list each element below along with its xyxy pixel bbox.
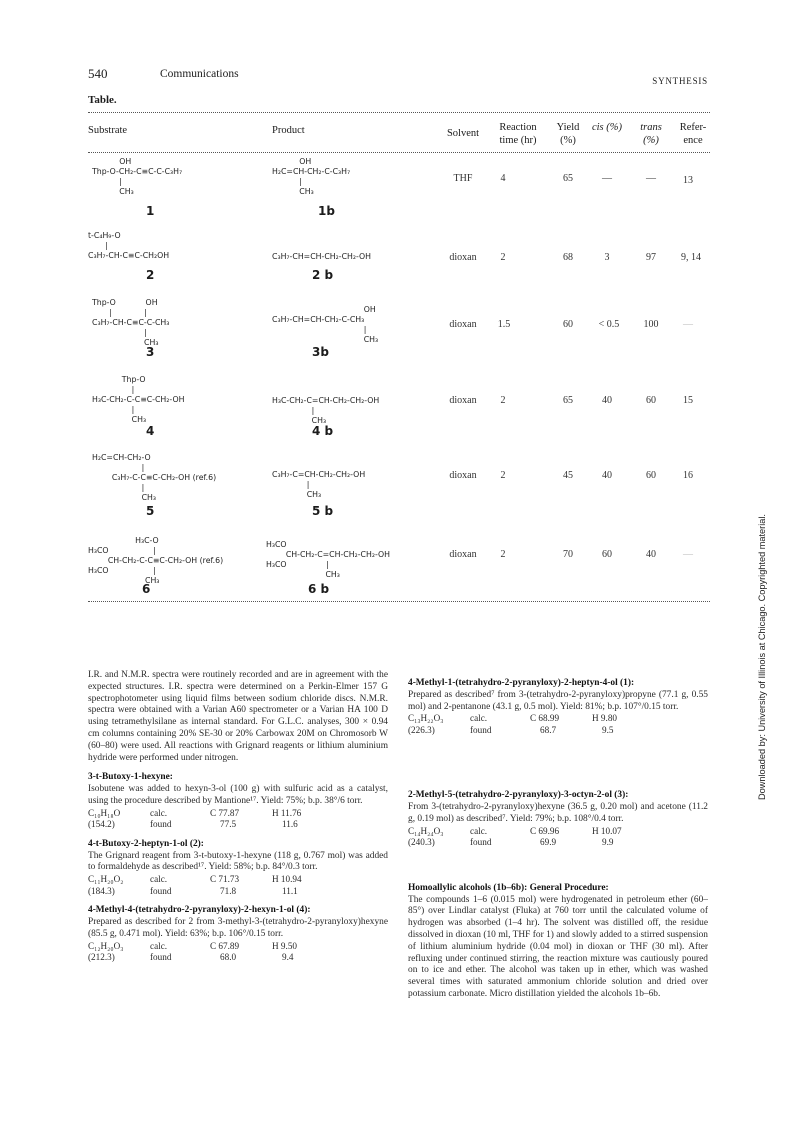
- structure-product-5b: C₃H₇-C=CH-CH₂-CH₂-OH | CH₃: [272, 470, 366, 499]
- heading-4-methyl-hexyn-1-ol: 4-Methyl-4-(tetrahydro-2-pyranyloxy)-2-hexyn-1-ol (4):: [88, 905, 311, 916]
- intro-paragraph: I.R. and N.M.R. spectra were routinely recorded and are in agreement with the expected structures. I.R. spectra were determined on a Perkin-Elmer 157 G spectrophotometer using liquid films between sodium chloride discs. N.M.R. spectra were obtained with a Varian A60 spectrometer or a Varian HA 100 D using tetramethylsilane as internal standard. For G.L.C. analyses, 300 × 0.94 cm columns containing 20% SE-30 or 20% Carbowax 20M on Chromosorb W (60–80) were used. All reactions with Grignard reagents or lithium aluminium hydride were performed under nitrogen.: [88, 670, 388, 763]
- col-header-reaction-time: Reaction time (hr): [499, 122, 537, 146]
- product-label: 6 b: [308, 582, 330, 596]
- product-label: 3b: [312, 345, 329, 359]
- cell-trans: 40: [646, 549, 656, 560]
- cell-solvent: THF: [453, 173, 473, 184]
- cell-trans: 60: [646, 395, 656, 406]
- cell-trans: 60: [646, 470, 656, 481]
- cell-time: 4: [500, 173, 506, 184]
- structure-substrate-5: H₂C=CH-CH₂-O | C₃H₇-C-C≡C-CH₂-OH (ref.6) | CH₃: [92, 453, 217, 502]
- table-title: Table.: [88, 94, 117, 106]
- product-label: 4 b: [312, 424, 334, 438]
- cell-cis: 40: [602, 470, 612, 481]
- cell-trans: —: [646, 173, 656, 184]
- heading-4-methyl-heptyn-4-ol: 4-Methyl-1-(tetrahydro-2-pyranyloxy)-2-heptyn-4-ol (1):: [408, 678, 635, 688]
- substrate-label: 4: [146, 424, 155, 438]
- structure-substrate-4: Thp-O | H₃C-CH₂-C-C≡C-CH₂-OH | CH₃: [92, 375, 185, 424]
- col-header-cis: cis (%): [591, 122, 623, 133]
- right-column: [408, 670, 708, 1001]
- table-header-rule: [88, 152, 710, 153]
- paragraph: Prepared as described for 2 from 3-methyl-3-(tetrahydro-2-pyranyloxy)hexyne (85.5 g, 0.471 mol). Yield: 63%; b.p. 106°/0.15 torr.: [88, 916, 388, 939]
- paragraph: Prepared as described⁷ from 3-(tetrahydro-2-pyranyloxy)propyne (77.1 g, 0.55 mol) and 2-pentanone (43.1 g, 0.5 mol). Yield: 81%; b.p. 107°/0.15 torr.: [408, 689, 708, 712]
- cell-yield: 60: [563, 319, 573, 330]
- cell-yield: 68: [563, 252, 573, 263]
- cell-solvent: dioxan: [449, 252, 477, 263]
- cell-cis: 60: [602, 549, 612, 560]
- paragraph: From 3-(tetrahydro-2-pyranyloxy)hexyne (36.5 g, 0.20 mol) and acetone (11.2 g, 0.19 mol) as described⁷. Yield: 79%; b.p. 108°/0.4 torr.: [408, 802, 708, 824]
- col-header-substrate: Substrate: [88, 125, 128, 136]
- cell-reference: 13: [683, 175, 693, 186]
- elemental-analysis: C₁₁H₂₀O₂ calc. C 71.73 H 10.94 (184.3) found 71.8 11.1: [88, 874, 302, 896]
- cell-cis: 3: [604, 252, 610, 263]
- substrate-label: 5: [146, 504, 155, 518]
- heading-4-t-butoxy-2-heptyn-1-ol: 4-t-Butoxy-2-heptyn-1-ol (2):: [88, 838, 204, 849]
- product-label: 1b: [318, 204, 335, 218]
- structure-product-2b: C₃H₇-CH=CH-CH₂-CH₂-OH: [272, 252, 372, 261]
- cell-reference: 9, 14: [681, 252, 701, 263]
- heading-3-t-butoxy-1-hexyne: 3-t-Butoxy-1-hexyne:: [88, 772, 173, 783]
- cell-cis: < 0.5: [598, 319, 620, 330]
- col-header-product: Product: [272, 125, 305, 136]
- cell-reference: 15: [683, 395, 693, 406]
- cell-yield: 70: [563, 549, 573, 560]
- product-label: 5 b: [312, 504, 334, 518]
- substrate-label: 6: [142, 582, 151, 596]
- product-label: 2 b: [312, 268, 334, 282]
- col-header-solvent: Solvent: [446, 128, 480, 139]
- journal-name: SYNTHESIS: [652, 76, 708, 86]
- cell-yield: 65: [563, 173, 573, 184]
- structure-substrate-6: H₃C-O H₃CO | CH-CH₂-C-C≡C-CH₂-OH (ref.6) H₃CO | CH₃: [88, 536, 224, 585]
- cell-time: 1.5: [497, 319, 511, 330]
- cell-solvent: dioxan: [449, 549, 477, 560]
- elemental-analysis: C₁₃H₂₂O₃ calc. C 68.99 H 9.80 (226.3) found 68.7 9.5: [408, 713, 618, 735]
- heading-2-methyl-octyn-2-ol: 2-Methyl-5-(tetrahydro-2-pyranyloxy)-3-octyn-2-ol (3):: [408, 790, 629, 801]
- structure-product-4b: H₃C-CH₂-C=CH-CH₂-CH₂-OH | CH₃: [272, 396, 380, 425]
- cell-solvent: dioxan: [449, 319, 477, 330]
- substrate-label: 3: [146, 345, 155, 359]
- paragraph: The compounds 1–6 (0.015 mol) were hydrogenated in petroleum ether (60–85°) over Lindlar catalyst (Fluka) at 760 torr until the calculated volume of hydrogen was absorbed (1–4 hr). The solvent was distilled off, the residue dissolved in dioxan (10 ml, THF for 1) and slowly added to a stirred suspension of lithium aluminium hydride (0.04 mol) in dioxan or THF (30 ml). After refluxing under continued stirring, the reaction mixture was cautiously poured on to ice and ether. The alcohol was taken up in ether, which was washed several times with saturated ammonium chloride solution and dried over potassium carbonate. Micro distillation yielded the alcohols 1b–6b.: [408, 894, 708, 999]
- paragraph: The Grignard reagent from 3-t-butoxy-1-hexyne (118 g, 0.767 mol) was added to formaldehyde as described¹⁷. Yield: 58%; b.p. 84°/0.3 torr.: [88, 850, 388, 873]
- table-top-rule: [88, 112, 710, 113]
- paragraph: Isobutene was added to hexyn-3-ol (100 g) with sulfuric acid as a catalyst, using the procedure described by Mantione¹⁷. Yield: 75%; b.p. 38°/6 torr.: [88, 784, 388, 806]
- elemental-analysis: C₁₀H₁₈O calc. C 77.87 H 11.76 (154.2) found 77.5 11.6: [88, 807, 302, 830]
- structure-product-3b: OH C₃H₇-CH=CH-CH₂-C-CH₃ | CH₃: [272, 305, 379, 344]
- structure-substrate-1: OH Thp-O-CH₂-C≡C-C-C₃H₇ | CH₃: [92, 157, 183, 196]
- cell-time: 2: [500, 395, 506, 406]
- cell-reference: 16: [683, 470, 693, 481]
- structure-substrate-3: Thp-O OH | | C₃H₇-CH-C≡C-C-CH₃ | CH₃: [92, 298, 170, 347]
- left-column: [88, 670, 388, 964]
- substrate-label: 1: [146, 204, 155, 218]
- structure-substrate-2: t-C₄H₉-O | C₃H₇-CH-C≡C-CH₂OH: [88, 231, 170, 260]
- cell-time: 2: [500, 549, 506, 560]
- col-header-yield: Yield (%): [556, 122, 580, 146]
- col-header-reference: Refer-ence: [679, 122, 707, 146]
- cell-time: 2: [500, 470, 506, 481]
- elemental-analysis: C₁₄H₂₄O₃ calc. C 69.96 H 10.07 (240.3) found 69.9 9.9: [408, 825, 622, 848]
- cell-reference: —: [683, 319, 693, 330]
- heading-homoallylic-alcohols: Homoallylic alcohols (1b–6b): General Procedure:: [408, 882, 609, 893]
- section-title: Communications: [160, 68, 239, 80]
- page-number: 540: [88, 66, 108, 81]
- cell-time: 2: [500, 252, 506, 263]
- cell-reference: —: [683, 549, 693, 560]
- cell-trans: 100: [643, 319, 659, 330]
- cell-solvent: dioxan: [449, 395, 477, 406]
- download-watermark: Downloaded by: University of Illinois at Chicago. Copyrighted material.: [757, 514, 767, 800]
- cell-yield: 45: [563, 470, 573, 481]
- cell-trans: 97: [646, 252, 656, 263]
- cell-solvent: dioxan: [449, 470, 477, 481]
- elemental-analysis: C₁₂H₂₀O₃ calc. C 67.89 H 9.50 (212.3) found 68.0 9.4: [88, 940, 298, 963]
- structure-product-6b: H₃CO CH-CH₂-C=CH-CH₂-CH₂-OH H₃CO | CH₃: [266, 540, 391, 579]
- col-header-trans: trans (%): [640, 122, 662, 146]
- cell-yield: 65: [563, 395, 573, 406]
- substrate-label: 2: [146, 268, 155, 282]
- cell-cis: 40: [602, 395, 612, 406]
- table-bottom-rule: [88, 601, 710, 602]
- cell-cis: —: [602, 173, 612, 184]
- structure-product-1b: OH H₂C=CH-CH₂-C-C₃H₇ | CH₃: [272, 157, 351, 196]
